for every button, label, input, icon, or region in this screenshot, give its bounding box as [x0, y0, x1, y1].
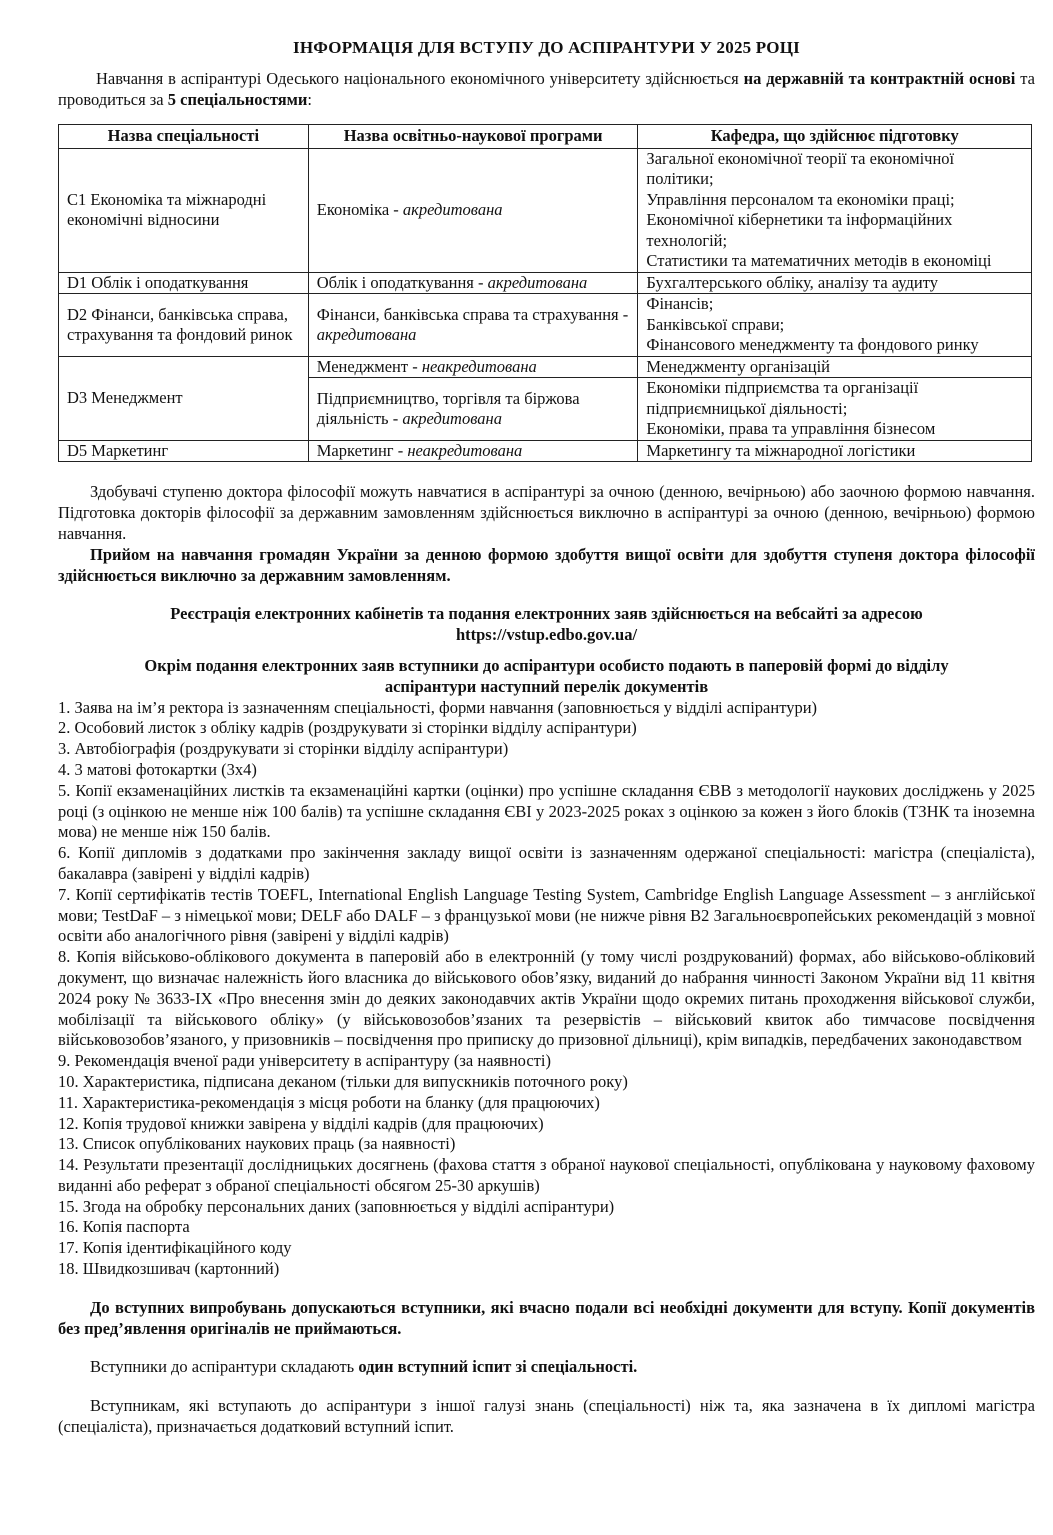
program-name: Маркетинг - — [316, 440, 408, 460]
intro-text-3: : — [307, 89, 312, 109]
department-line: Фінансів; — [646, 294, 714, 314]
table-row — [59, 356, 1032, 378]
registration-url[interactable]: https://vstup.edbo.gov.ua/ — [455, 625, 638, 645]
department-line: Фінансового менеджменту та фондового ринку — [646, 335, 979, 355]
department-line: Загальної економічної теорії та економічної політики; — [646, 148, 955, 189]
program-status: акредитована — [316, 325, 417, 345]
department-line: Економіки підприємства та організації підприємницької діяльності; — [646, 378, 919, 418]
program-name: Фінанси, банківська справа та страхування - — [316, 304, 629, 324]
department-cell — [638, 378, 1032, 441]
list-item: 2. Особовий листок з обліку кадрів (роздрукувати зі сторінки відділу аспірантури) — [58, 718, 637, 738]
study-forms-paragraph: Здобувачі ступеню доктора філософії можуть навчатися в аспірантурі за очною (денною, вечірньою) або заочною формою навчання. Підготовка докторів філософії за державним замовленням здійснюється виключно в аспірантурі за очною (денною, вечірньою) формою навчання. — [58, 482, 1035, 543]
admission-note: Прийом на навчання громадян України за денною формою здобуття вищої освіти для здобуття ступеня доктора філософії здійснюється виключно за державним замовленням. — [58, 544, 1035, 585]
specialty-cell: D1 Облік і оподаткування — [59, 272, 309, 294]
department-cell: Менеджменту організацій — [638, 356, 1032, 378]
list-item: 15. Згода на обробку персональних даних (заповнюється у відділі аспірантури) — [58, 1196, 615, 1216]
list-item: 3. Автобіографія (роздрукувати зі сторінки відділу аспірантури) — [58, 739, 509, 759]
list-item: 13. Список опублікованих наукових праць (за наявності) — [58, 1134, 456, 1154]
header-department: Кафедра, що здійснює підготовку — [638, 125, 1032, 149]
specialty-cell: D2 Фінанси, банківська справа, страхування та фондовий ринок — [59, 294, 309, 357]
list-item: 11. Характеристика-рекомендація з місця роботи на бланку (для працюючих) — [58, 1092, 600, 1112]
list-item: 6. Копії дипломів з додатками про закінчення закладу вищої освіти із зазначенням одержаної спеціальності: магістра (спеціаліста), бакалавра (завірені у відділі кадрів) — [58, 843, 1035, 883]
list-item: 10. Характеристика, підписана деканом (тільки для випускників поточного року) — [58, 1071, 628, 1091]
page-title: ІНФОРМАЦІЯ ДЛЯ ВСТУПУ ДО АСПІРАНТУРИ У 2025 РОЦІ — [293, 38, 800, 57]
department-cell — [638, 148, 1032, 272]
specialty-cell: D5 Маркетинг — [59, 440, 309, 462]
list-item: 1. Заява на ім’я ректора із зазначенням спеціальності, форми навчання (заповнюється у відділі аспірантури) — [58, 697, 818, 717]
table-row — [59, 272, 1032, 294]
header-specialty: Назва спеціальності — [59, 125, 309, 149]
program-cell — [308, 148, 638, 272]
table-row — [59, 148, 1032, 272]
list-item: 12. Копія трудової книжки завірена у відділі кадрів (для працюючих) — [58, 1113, 544, 1133]
specialty-cell: С1 Економіка та міжнародні економічні відносини — [59, 148, 309, 272]
intro-text-1: Навчання в аспірантурі Одеського національного економічного університету здійснюється — [96, 68, 744, 88]
list-item: 4. 3 матові фотокартки (3х4) — [58, 759, 257, 779]
program-status: неакредитована — [421, 356, 537, 376]
program-cell — [308, 356, 638, 378]
program-name: Підприємництво, торгівля та біржова діяльність - — [316, 388, 580, 429]
specialties-table — [58, 124, 1032, 462]
table-row — [59, 294, 1032, 357]
program-cell — [308, 440, 638, 462]
intro-bold-1: на державній та контрактній основі — [743, 68, 1016, 88]
department-line: Економіки, права та управління бізнесом — [646, 419, 936, 439]
header-program: Назва освітньо-наукової програми — [308, 125, 638, 149]
list-item: 18. Швидкозшивач (картонний) — [58, 1259, 280, 1279]
exam-note — [58, 1357, 1035, 1378]
intro-paragraph — [58, 69, 1035, 111]
registration-line: Реєстрація електронних кабінетів та подання електронних заяв здійснюється на вебсайті за адресою — [170, 604, 923, 624]
program-name: Економіка - — [316, 200, 403, 220]
program-cell — [308, 378, 638, 441]
program-name: Менеджмент - — [316, 356, 422, 376]
program-status: акредитована — [402, 200, 503, 220]
program-status: акредитована — [487, 272, 588, 292]
list-item: 8. Копія військово-облікового документа в паперовій або в електронній (у тому числі роздрукований) формах, або військово-обліковий документ, що визначає належність його власника до військового обов’язку, виданий до набрання чинності Законом України від 11 квітня 2024 року № 3633-IX «Про внесення змін до деяких законодавчих актів України щодо окремих питань проходження військової служби, мобілізації та військового обліку» (у військовозобов’язаних та резервістів – військовий квиток або тимчасове посвідчення військовозобов’язаного, у призовників – посвідчення про приписку до призовної дільниці), крім випадків, передбачених законодавством — [58, 947, 1035, 1050]
documents-heading-line2: аспірантури наступний перелік документів — [384, 676, 709, 696]
table-header-row — [59, 125, 1032, 149]
exam-note-text: Вступники до аспірантури складають — [90, 1357, 359, 1377]
list-item: 9. Рекомендація вченої ради університету в аспірантуру (за наявності) — [58, 1051, 551, 1071]
intro-text-2: та проводиться за — [58, 68, 1035, 109]
department-line: Економічної кібернетики та інформаційних технологій; — [646, 210, 953, 250]
department-line: Статистики та математичних методів в економіці — [646, 251, 992, 271]
list-item: 17. Копія ідентифікаційного коду — [58, 1238, 292, 1258]
extra-exam-note: Вступникам, які вступають до аспірантури з іншої галузі знань (спеціальності) ніж та, яка зазначена в їх дипломі магістра (спеціаліста), призначається додатковий вступний іспит. — [58, 1396, 1035, 1437]
list-item: 14. Результати презентації дослідницьких досягнень (фахова стаття з обраної наукової спеціальності, опублікована у науковому фаховому виданні або реферат з обраної спеціальності обсягом 25-30 аркушів) — [58, 1155, 1035, 1195]
program-status: неакредитована — [407, 440, 523, 460]
department-line: Управління персоналом та економіки праці; — [646, 189, 955, 209]
specialty-cell: D3 Менеджмент — [59, 356, 309, 440]
list-item: 16. Копія паспорта — [58, 1217, 190, 1237]
table-row — [59, 440, 1032, 462]
program-name: Облік і оподаткування - — [316, 272, 488, 292]
documents-list — [58, 698, 1035, 1280]
intro-bold-2: 5 спеціальностями — [167, 89, 308, 109]
exam-note-bold: один вступний іспит зі спеціальності. — [358, 1357, 638, 1377]
program-status: акредитована — [402, 409, 502, 429]
list-item: 5. Копії екзаменаційних листків та екзаменаційні картки (оцінки) про успішне складання ЄВВ з методології наукових досліджень у 2025 році (з оцінкою не менше ніж 100 балів) та успішне складання ЄВІ у 2023-2025 роках з оцінкою за кожен з його блоків (ТЗНК та іноземна мова) не менше ніж 150 балів. — [58, 780, 1035, 842]
department-line: Банківської справи; — [646, 314, 785, 334]
department-cell: Бухгалтерського обліку, аналізу та аудиту — [638, 272, 1032, 294]
admission-rules: До вступних випробувань допускаються вступники, які вчасно подали всі необхідні документи для вступу. Копії документів без пред’явлення оригіналів не приймаються. — [58, 1297, 1035, 1338]
program-cell — [308, 272, 638, 294]
documents-heading-line1: Окрім подання електронних заяв вступники до аспірантури особисто подають в паперовій формі до відділу — [144, 655, 949, 675]
program-cell — [308, 294, 638, 357]
department-cell: Маркетингу та міжнародної логістики — [638, 440, 1032, 462]
department-cell — [638, 294, 1032, 357]
list-item: 7. Копії сертифікатів тестів TOEFL, International English Language Testing System, Cambridge English Language Assessment – з англійської мови; TestDaF – з німецької мови; DELF або DALF – з французької мови (не нижче рівня В2 Загальноєвропейських рекомендацій з мовної освіти або аналогічного рівня (завірені у відділі кадрів) — [58, 884, 1035, 946]
